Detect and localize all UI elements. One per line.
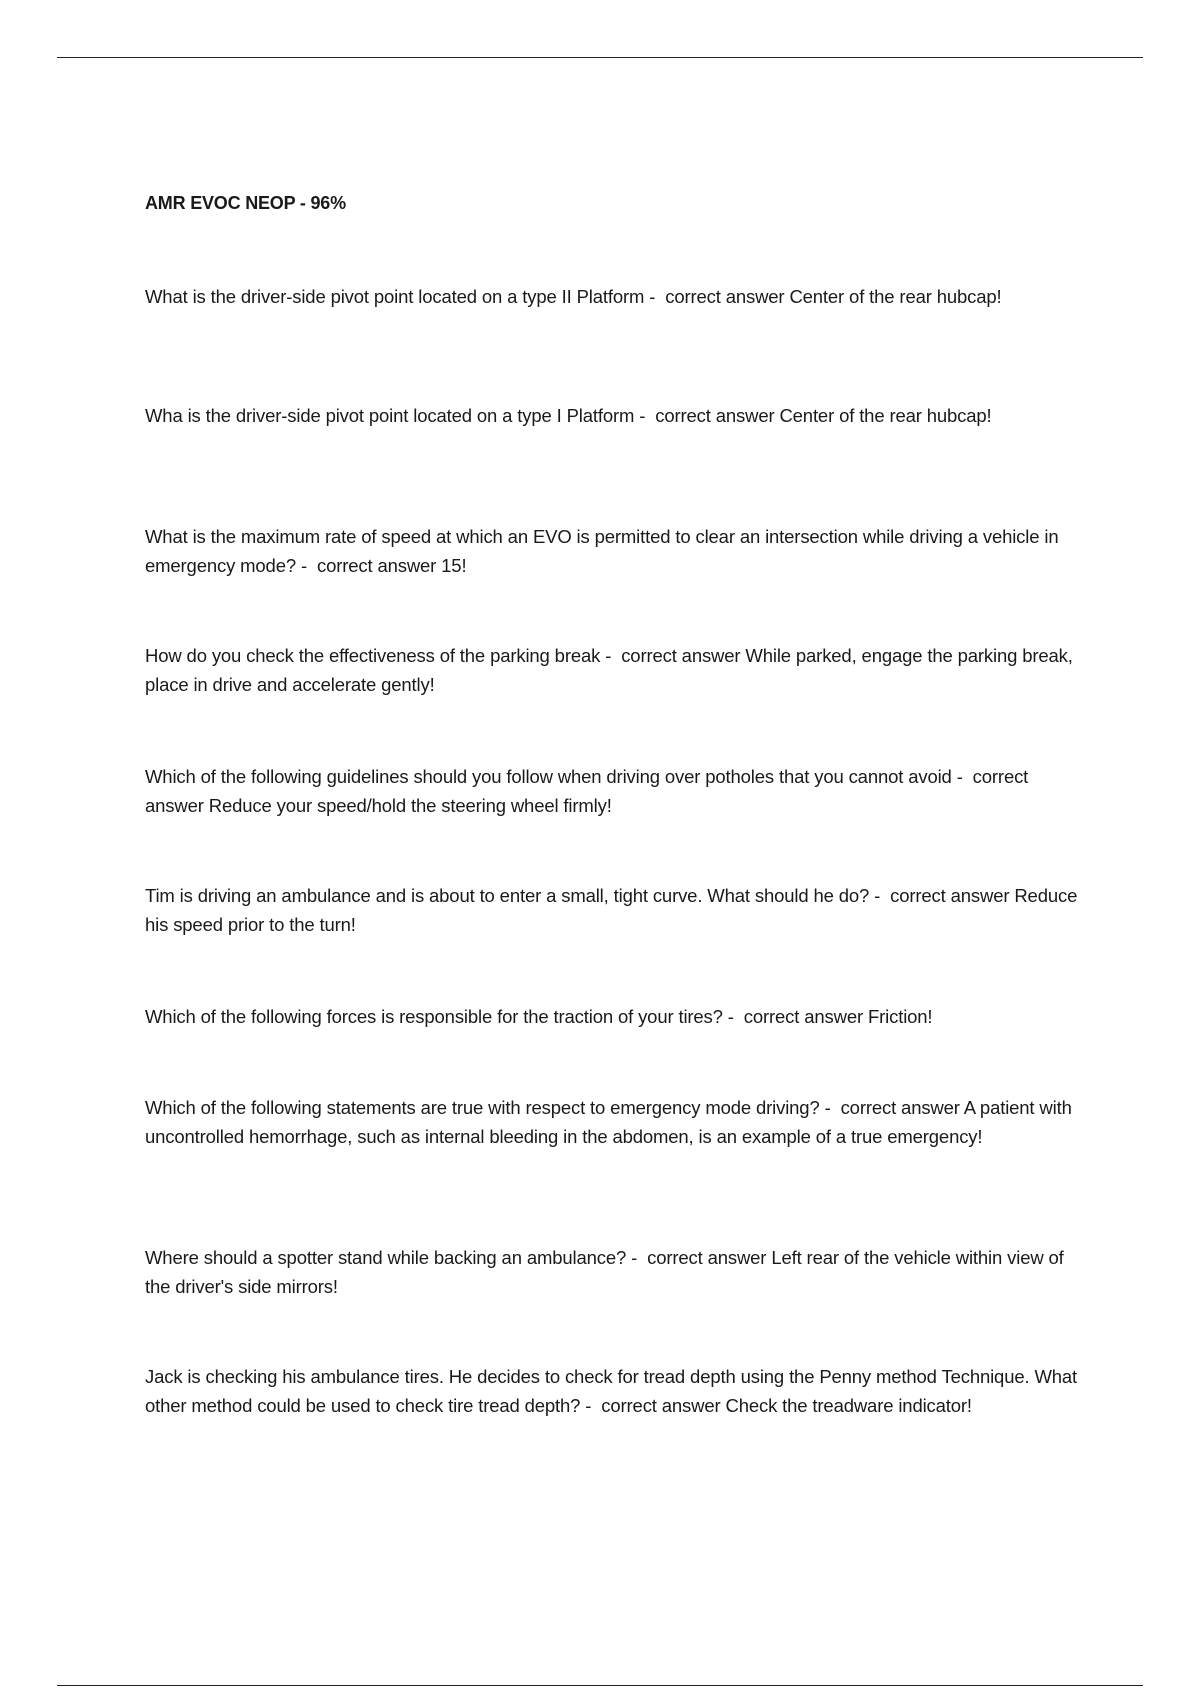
answer-separator: - correct answer <box>634 405 780 426</box>
answer-separator: - correct answer <box>722 1006 868 1027</box>
question-text: What is the driver-side pivot point located on a type II Platform <box>145 286 645 307</box>
answer-text: While parked, engage the parking break, place in drive and accelerate gently! <box>145 645 1078 695</box>
answer-separator: - correct answer <box>626 1247 772 1268</box>
answer-separator: - correct answer <box>580 1395 726 1416</box>
qa-item-5 <box>145 762 1090 820</box>
question-text: How do you check the effectiveness of the parking break <box>145 645 601 666</box>
question-text: Which of the following statements are true with respect to emergency mode driving? <box>145 1097 820 1118</box>
answer-separator: - correct answer <box>819 1097 964 1118</box>
answer-text: Left rear of the vehicle within view of the driver's side mirrors! <box>145 1247 1069 1297</box>
question-text: Which of the following forces is responsible for the traction of your tires? <box>145 1006 723 1027</box>
qa-item-3 <box>145 522 1090 580</box>
qa-item-6 <box>145 881 1090 939</box>
question-text: Where should a spotter stand while backing an ambulance? <box>145 1247 627 1268</box>
answer-separator: - correct answer <box>145 766 1034 816</box>
bottom-rule <box>57 1685 1143 1686</box>
answer-text: Center of the rear hubcap! <box>779 405 992 426</box>
answer-separator: - correct answer <box>869 885 1015 906</box>
answer-text: A patient with uncontrolled hemorrhage, such as internal bleeding in the abdomen, is an example of a true emergency! <box>145 1097 1077 1147</box>
qa-item-8 <box>145 1093 1090 1151</box>
qa-item-10 <box>145 1362 1090 1420</box>
top-rule <box>57 57 1143 58</box>
answer-text: Center of the rear hubcap! <box>789 286 1002 307</box>
question-text: What is the maximum rate of speed at which an EVO is permitted to clear an intersection while driving a vehicle in emergency mode? <box>145 526 1064 576</box>
qa-item-2 <box>145 401 1090 430</box>
qa-item-7 <box>145 1002 1090 1031</box>
question-text: Tim is driving an ambulance and is about to enter a small, tight curve. What should he do? <box>145 885 870 906</box>
answer-text: 15! <box>441 555 467 576</box>
document-title: AMR EVOC NEOP - 96% <box>145 193 346 213</box>
answer-separator: - correct answer <box>600 645 746 666</box>
answer-text: Check the treadware indicator! <box>725 1395 972 1416</box>
qa-item-9 <box>145 1243 1090 1301</box>
question-text: Jack is checking his ambulance tires. He decides to check for tread depth using the Penny method Technique. What other method could be used to check tire tread depth? <box>145 1366 1083 1416</box>
question-text: Which of the following guidelines should you follow when driving over potholes that you cannot avoid <box>145 766 952 787</box>
question-text: Wha is the driver-side pivot point located on a type I Platform <box>145 405 635 426</box>
qa-item-1 <box>145 282 1090 311</box>
qa-item-4 <box>145 641 1090 699</box>
answer-text: Reduce his speed prior to the turn! <box>145 885 1083 935</box>
answer-separator: - correct answer <box>644 286 790 307</box>
answer-text: Friction! <box>867 1006 933 1027</box>
answer-separator: - correct answer <box>295 555 442 576</box>
answer-text: Reduce your speed/hold the steering wheel firmly! <box>208 795 612 816</box>
